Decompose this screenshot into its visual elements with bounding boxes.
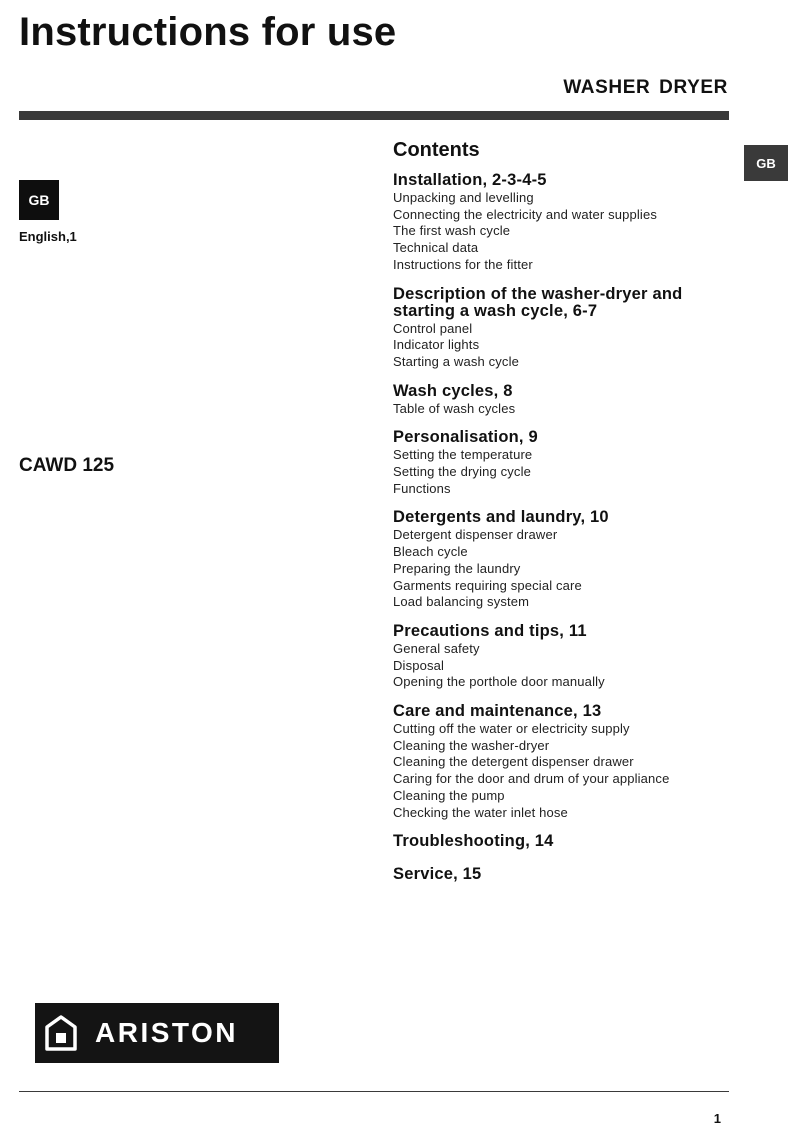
toc-section-heading[interactable]: Detergents and laundry, 10 bbox=[393, 508, 609, 527]
language-label: English,1 bbox=[19, 229, 77, 244]
toc-section bbox=[393, 866, 733, 883]
toc-section-heading[interactable]: Wash cycles, 8 bbox=[393, 381, 513, 400]
toc-section bbox=[393, 383, 733, 418]
toc-section bbox=[393, 429, 733, 497]
toc-item[interactable]: Cleaning the pump bbox=[393, 787, 505, 803]
toc-item[interactable]: Caring for the door and drum of your appliance bbox=[393, 771, 670, 787]
toc-section bbox=[393, 703, 733, 821]
toc-item[interactable]: Detergent dispenser drawer bbox=[393, 527, 558, 543]
toc-item[interactable]: Control panel bbox=[393, 320, 473, 336]
toc-item[interactable]: Disposal bbox=[393, 657, 445, 673]
footer-divider bbox=[19, 1091, 729, 1092]
toc-item[interactable]: Unpacking and levelling bbox=[393, 190, 534, 205]
header-divider bbox=[19, 111, 729, 120]
toc-section bbox=[393, 833, 733, 850]
toc-item[interactable]: Table of wash cycles bbox=[393, 400, 516, 416]
page-number: 1 bbox=[713, 1111, 721, 1126]
toc-section-heading[interactable]: Troubleshooting, 14 bbox=[393, 832, 554, 851]
toc-item[interactable]: Functions bbox=[393, 480, 451, 496]
toc-section bbox=[393, 172, 733, 274]
product-type: WASHER DRYER bbox=[563, 77, 728, 98]
contents-sections bbox=[393, 172, 733, 883]
toc-item[interactable]: Cleaning the washer-dryer bbox=[393, 737, 550, 753]
toc-section bbox=[393, 509, 733, 611]
toc-section-heading[interactable]: Personalisation, 9 bbox=[393, 428, 538, 447]
toc-item[interactable]: Setting the temperature bbox=[393, 447, 533, 463]
language-tab[interactable]: GB bbox=[744, 145, 788, 181]
toc-section bbox=[393, 623, 733, 691]
toc-item[interactable]: Indicator lights bbox=[393, 337, 480, 353]
model-name: CAWD 125 bbox=[19, 455, 115, 476]
toc-item[interactable]: Checking the water inlet hose bbox=[393, 804, 568, 820]
toc-item[interactable]: Garments requiring special care bbox=[393, 577, 582, 593]
toc-item[interactable]: Preparing the laundry bbox=[393, 560, 521, 576]
toc-section-heading[interactable]: Care and maintenance, 13 bbox=[393, 702, 602, 721]
toc-item[interactable]: Setting the drying cycle bbox=[393, 464, 532, 480]
toc-item[interactable]: Technical data bbox=[393, 240, 479, 256]
toc-item[interactable]: Opening the porthole door manually bbox=[393, 674, 605, 690]
toc-item[interactable]: Cutting off the water or electricity supply bbox=[393, 721, 630, 737]
toc-section-heading[interactable]: Service, 15 bbox=[393, 865, 482, 884]
logo-text: ARISTON bbox=[95, 1017, 238, 1048]
toc-item[interactable]: Instructions for the fitter bbox=[393, 256, 533, 272]
ariston-logo bbox=[35, 1003, 279, 1063]
toc-item[interactable]: General safety bbox=[393, 640, 480, 656]
table-of-contents bbox=[393, 137, 733, 899]
toc-item[interactable]: The first wash cycle bbox=[393, 223, 511, 239]
toc-item[interactable]: Connecting the electricity and water supplies bbox=[393, 206, 658, 222]
language-badge: GB bbox=[19, 180, 59, 220]
toc-item[interactable]: Cleaning the detergent dispenser drawer bbox=[393, 754, 634, 770]
toc-section-heading[interactable]: Installation, 2-3-4-5 bbox=[393, 171, 547, 189]
toc-item[interactable]: Starting a wash cycle bbox=[393, 353, 519, 369]
toc-section-heading[interactable]: Precautions and tips, 11 bbox=[393, 621, 587, 640]
toc-section-heading[interactable]: Description of the washer-dryer and starting a wash cycle, 6-7 bbox=[393, 284, 683, 320]
contents-title: Contents bbox=[393, 139, 480, 161]
toc-section bbox=[393, 286, 733, 371]
toc-item[interactable]: Bleach cycle bbox=[393, 544, 468, 560]
toc-item[interactable]: Load balancing system bbox=[393, 594, 530, 610]
page-title: Instructions for use bbox=[19, 10, 397, 54]
house-icon bbox=[45, 1015, 77, 1051]
